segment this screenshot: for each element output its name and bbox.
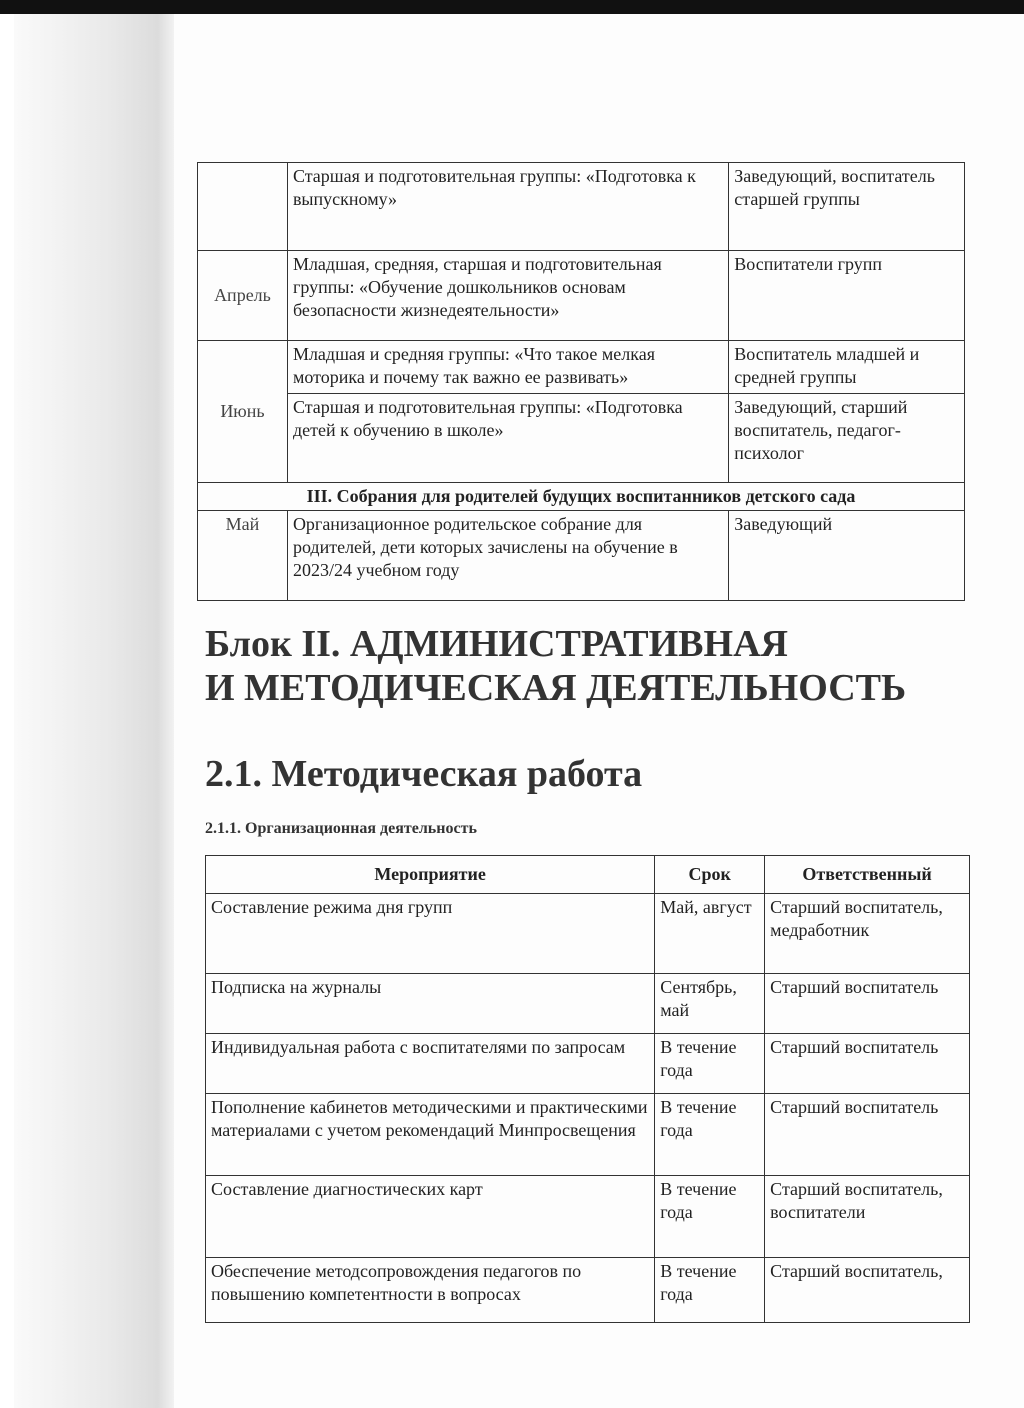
event-cell: Старшая и подготовительная группы: «Подготовка к выпускному» (287, 163, 728, 251)
column-header: Срок (655, 856, 765, 894)
scan-border (0, 0, 1024, 14)
responsible-cell: Воспитатель младшей и средней группы (729, 341, 965, 394)
event-cell: Составление диагностических карт (206, 1176, 655, 1258)
column-header: Мероприятие (206, 856, 655, 894)
event-cell: Пополнение кабинетов методическими и практическими материалами с учетом рекомендаций Минпросвещения (206, 1094, 655, 1176)
subsection-title: 2.1.1. Организационная деятельность (205, 820, 477, 837)
section-row (198, 483, 965, 511)
responsible-cell: Старший воспитатель, (765, 1258, 970, 1323)
table-row (206, 1094, 970, 1176)
deadline-cell: В течение года (655, 1176, 765, 1258)
page-binding-shadow (14, 14, 174, 1408)
organizational-activity-table (205, 855, 970, 1323)
event-cell: Индивидуальная работа с воспитателями по запросам (206, 1034, 655, 1094)
event-cell: Организационное родительское собрание для родителей, дети которых зачислены на обучение в 2023/24 учебном году (287, 511, 728, 601)
month-cell (198, 163, 288, 251)
table-row (198, 394, 965, 483)
event-cell: Старшая и подготовительная группы: «Подготовка детей к обучению в школе» (287, 394, 728, 483)
event-cell: Составление режима дня групп (206, 894, 655, 974)
responsible-cell: Старший воспитатель (765, 1034, 970, 1094)
table-row (198, 163, 965, 251)
table-row (206, 1034, 970, 1094)
deadline-cell: В течение года (655, 1258, 765, 1323)
table-row (198, 251, 965, 341)
table-row (198, 511, 965, 601)
responsible-cell: Старший воспитатель (765, 1094, 970, 1176)
section-heading: III. Собрания для родителей будущих воспитанников детского сада (198, 483, 965, 511)
table-row (206, 1258, 970, 1323)
table-row (206, 894, 970, 974)
deadline-cell: Май, август (655, 894, 765, 974)
deadline-cell: В течение года (655, 1034, 765, 1094)
parent-meetings-table (197, 162, 965, 601)
block-title-line: Блок II. АДМИНИСТРАТИВНАЯ (205, 623, 788, 665)
responsible-cell: Заведующий, воспитатель старшей группы (729, 163, 965, 251)
responsible-cell: Старший воспитатель (765, 974, 970, 1034)
month-cell: Июнь (198, 341, 288, 483)
event-cell: Подписка на журналы (206, 974, 655, 1034)
block-title (205, 622, 906, 710)
responsible-cell: Заведующий (729, 511, 965, 601)
event-cell: Младшая, средняя, старшая и подготовительная группы: «Обучение дошкольников основам безопасности жизнедеятельности» (287, 251, 728, 341)
table-row (198, 341, 965, 394)
column-header: Ответственный (765, 856, 970, 894)
responsible-cell: Воспитатели групп (729, 251, 965, 341)
responsible-cell: Заведующий, старший воспитатель, педагог-психолог (729, 394, 965, 483)
block-title-line: И МЕТОДИЧЕСКАЯ ДЕЯТЕЛЬНОСТЬ (205, 667, 907, 709)
month-cell: Апрель (198, 251, 288, 341)
section-title: 2.1. Методическая работа (205, 753, 643, 795)
header-row (206, 856, 970, 894)
responsible-cell: Старший воспитатель, медработник (765, 894, 970, 974)
deadline-cell: В течение года (655, 1094, 765, 1176)
table-row (206, 1176, 970, 1258)
event-cell: Обеспечение методсопровождения педагогов по повышению компетентности в вопросах (206, 1258, 655, 1323)
table-row (206, 974, 970, 1034)
responsible-cell: Старший воспитатель, воспитатели (765, 1176, 970, 1258)
month-cell: Май (198, 511, 288, 601)
deadline-cell: Сентябрь, май (655, 974, 765, 1034)
scan-margin (0, 14, 14, 1408)
event-cell: Младшая и средняя группы: «Что такое мелкая моторика и почему так важно ее развивать» (287, 341, 728, 394)
